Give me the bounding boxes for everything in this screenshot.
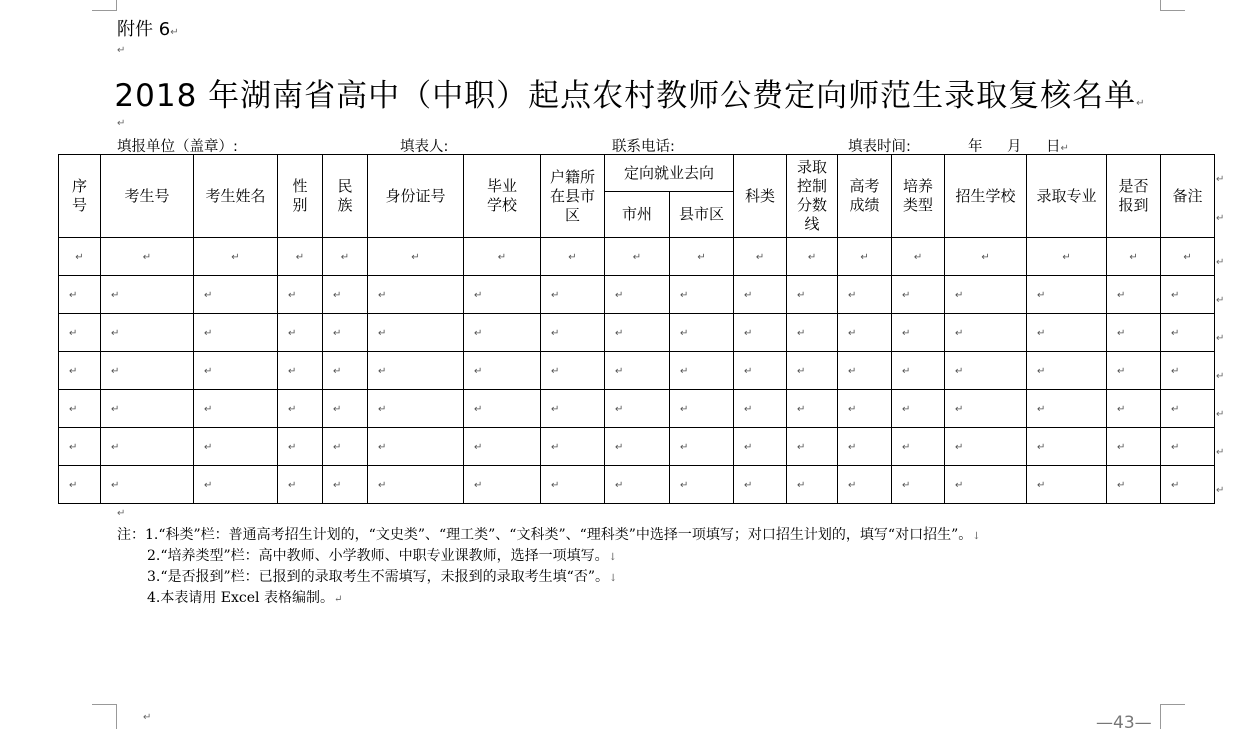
table-cell[interactable]: ↵ — [541, 276, 605, 314]
table-cell[interactable]: ↵ — [787, 352, 838, 390]
table-cell[interactable]: ↵ — [892, 390, 945, 428]
header-day: 日↵ — [1046, 139, 1069, 155]
col-header-emp-county: 县市区 — [670, 192, 734, 238]
table-cell[interactable]: ↵ — [1107, 276, 1161, 314]
table-cell[interactable]: ↵ — [1027, 352, 1107, 390]
table-cell[interactable]: ↵ — [464, 276, 541, 314]
table-cell[interactable]: ↵ — [945, 314, 1027, 352]
row-end-mark: ↵ — [1216, 333, 1225, 344]
table-cell[interactable]: ↵ — [541, 390, 605, 428]
table-cell[interactable]: ↵ — [194, 390, 278, 428]
table-cell[interactable]: ↵ — [194, 314, 278, 352]
table-cell[interactable]: ↵ — [278, 276, 323, 314]
table-cell[interactable]: ↵ — [323, 276, 368, 314]
table-cell[interactable]: ↵ — [101, 466, 194, 504]
table-cell[interactable]: ↵ — [838, 314, 892, 352]
table-cell[interactable]: ↵ — [59, 390, 101, 428]
table-cell[interactable]: ↵ — [464, 390, 541, 428]
table-cell[interactable]: ↵ — [59, 238, 101, 276]
table-cell[interactable]: ↵ — [1027, 428, 1107, 466]
table-cell[interactable]: ↵ — [194, 428, 278, 466]
col-header-emp-city: 市州 — [605, 192, 670, 238]
table-cell[interactable]: ↵ — [194, 352, 278, 390]
table-cell[interactable]: ↵ — [59, 314, 101, 352]
table-cell[interactable]: ↵ — [945, 428, 1027, 466]
note-1: 注：1.“科类”栏：普通高考招生计划的，“文史类”、“理工类”、“文科类”、“理科类”中选择一项填写；对口招生计划的，填写“对口招生”。↓ — [117, 527, 981, 543]
table-cell[interactable]: ↵ — [368, 238, 464, 276]
table-cell[interactable]: ↵ — [605, 428, 670, 466]
col-header-exam-no: 考生号 — [101, 155, 194, 238]
col-header-training: 培养类型 — [892, 155, 945, 238]
table-cell[interactable]: ↵ — [1161, 352, 1215, 390]
table-cell[interactable]: ↵ — [59, 352, 101, 390]
roster-table — [58, 154, 1215, 504]
table-cell[interactable]: ↵ — [892, 276, 945, 314]
attachment-label: 附件 6↵ — [117, 19, 179, 40]
table-cell[interactable]: ↵ — [945, 390, 1027, 428]
table-cell[interactable]: ↵ — [464, 466, 541, 504]
table-cell[interactable]: ↵ — [945, 238, 1027, 276]
table-cell[interactable]: ↵ — [892, 466, 945, 504]
paragraph-mark: ↵ — [117, 45, 126, 56]
table-cell[interactable]: ↵ — [368, 352, 464, 390]
crop-mark-top-left — [92, 0, 117, 11]
table-header-row — [59, 155, 1215, 192]
table-cell[interactable]: ↵ — [278, 352, 323, 390]
table-cell[interactable]: ↵ — [278, 314, 323, 352]
row-end-mark: ↵ — [1216, 371, 1225, 382]
col-header-ethnicity: 民族 — [323, 155, 368, 238]
row-end-mark: ↵ — [1216, 257, 1225, 268]
table-cell[interactable]: ↵ — [1161, 390, 1215, 428]
row-end-mark: ↵ — [1216, 174, 1225, 185]
table-cell[interactable]: ↵ — [787, 314, 838, 352]
header-year: 年 — [968, 139, 983, 155]
table-cell[interactable]: ↵ — [59, 466, 101, 504]
table-cell[interactable]: ↵ — [892, 428, 945, 466]
row-end-mark: ↵ — [1216, 485, 1225, 496]
table-cell[interactable]: ↵ — [734, 352, 787, 390]
table-cell[interactable]: ↵ — [605, 466, 670, 504]
table-cell[interactable]: ↵ — [1161, 276, 1215, 314]
table-cell[interactable]: ↵ — [605, 390, 670, 428]
table-cell[interactable]: ↵ — [787, 428, 838, 466]
col-header-major: 录取专业 — [1027, 155, 1107, 238]
table-cell[interactable]: ↵ — [892, 314, 945, 352]
table-cell[interactable]: ↵ — [605, 276, 670, 314]
header-month: 月 — [1007, 139, 1022, 155]
col-header-school: 招生学校 — [945, 155, 1027, 238]
col-header-hukou: 户籍所在县市区 — [541, 155, 605, 238]
table-cell[interactable]: ↵ — [194, 238, 278, 276]
table-row — [59, 428, 1215, 466]
table-cell[interactable]: ↵ — [323, 238, 368, 276]
table-cell[interactable]: ↵ — [101, 276, 194, 314]
table-cell[interactable]: ↵ — [892, 238, 945, 276]
table-cell[interactable]: ↵ — [278, 428, 323, 466]
table-cell[interactable]: ↵ — [1107, 238, 1161, 276]
table-cell[interactable]: ↵ — [838, 238, 892, 276]
paragraph-mark: ↵ — [117, 508, 126, 519]
col-header-name: 考生姓名 — [194, 155, 278, 238]
table-cell[interactable]: ↵ — [787, 276, 838, 314]
table-cell[interactable]: ↵ — [734, 390, 787, 428]
table-cell[interactable]: ↵ — [464, 428, 541, 466]
table-cell[interactable]: ↵ — [1107, 352, 1161, 390]
table-row — [59, 276, 1215, 314]
table-cell[interactable]: ↵ — [605, 314, 670, 352]
table-cell[interactable]: ↵ — [1161, 238, 1215, 276]
table-cell[interactable]: ↵ — [1161, 466, 1215, 504]
document-title: 2018 年湖南省高中（中职）起点农村教师公费定向师范生录取复核名单↵ — [114, 78, 1146, 114]
table-cell[interactable]: ↵ — [323, 390, 368, 428]
table-cell[interactable]: ↵ — [605, 238, 670, 276]
table-cell[interactable]: ↵ — [464, 352, 541, 390]
header-filler: 填表人: — [400, 139, 449, 155]
table-cell[interactable]: ↵ — [734, 428, 787, 466]
table-cell[interactable]: ↵ — [101, 390, 194, 428]
table-cell[interactable]: ↵ — [278, 390, 323, 428]
col-header-seq: 序号 — [59, 155, 101, 238]
table-cell[interactable]: ↵ — [368, 390, 464, 428]
table-cell[interactable]: ↵ — [670, 428, 734, 466]
table-cell[interactable]: ↵ — [945, 276, 1027, 314]
table-cell[interactable]: ↵ — [541, 314, 605, 352]
table-cell[interactable]: ↵ — [838, 390, 892, 428]
table-cell[interactable]: ↵ — [278, 238, 323, 276]
table-cell[interactable]: ↵ — [101, 238, 194, 276]
paragraph-mark: ↵ — [117, 118, 126, 129]
col-header-subject: 科类 — [734, 155, 787, 238]
col-header-grad-school: 毕业学校 — [464, 155, 541, 238]
table-cell[interactable]: ↵ — [101, 314, 194, 352]
note-2: 2.“培养类型”栏：高中教师、小学教师、中职专业课教师，选择一项填写。↓ — [147, 548, 618, 564]
table-row — [59, 352, 1215, 390]
table-cell[interactable]: ↵ — [670, 238, 734, 276]
table-row — [59, 314, 1215, 352]
table-cell[interactable]: ↵ — [1107, 428, 1161, 466]
table-cell[interactable]: ↵ — [278, 466, 323, 504]
table-cell[interactable]: ↵ — [787, 466, 838, 504]
table-cell[interactable]: ↵ — [101, 352, 194, 390]
table-cell[interactable]: ↵ — [1107, 390, 1161, 428]
table-cell[interactable]: ↵ — [945, 352, 1027, 390]
table-cell[interactable]: ↵ — [734, 466, 787, 504]
crop-mark-bottom-right — [1160, 704, 1185, 729]
table-cell[interactable]: ↵ — [1027, 314, 1107, 352]
table-cell[interactable]: ↵ — [464, 238, 541, 276]
table-cell[interactable]: ↵ — [59, 428, 101, 466]
table-cell[interactable]: ↵ — [323, 352, 368, 390]
col-header-remarks: 备注 — [1161, 155, 1215, 238]
table-row — [59, 466, 1215, 504]
table-cell[interactable]: ↵ — [838, 276, 892, 314]
col-header-employment: 定向就业去向 — [605, 155, 734, 192]
table-cell[interactable]: ↵ — [101, 428, 194, 466]
header-date: 填表时间: — [848, 139, 911, 155]
crop-mark-top-right — [1160, 0, 1185, 11]
table-cell[interactable]: ↵ — [323, 466, 368, 504]
table-cell[interactable]: ↵ — [670, 314, 734, 352]
table-cell[interactable]: ↵ — [1027, 390, 1107, 428]
table-cell[interactable]: ↵ — [541, 238, 605, 276]
row-end-mark: ↵ — [1216, 447, 1225, 458]
paragraph-mark: ↵ — [143, 712, 152, 723]
table-cell[interactable]: ↵ — [838, 466, 892, 504]
table-cell[interactable]: ↵ — [323, 428, 368, 466]
table-cell[interactable]: ↵ — [194, 466, 278, 504]
table-cell[interactable]: ↵ — [838, 352, 892, 390]
table-cell[interactable]: ↵ — [368, 276, 464, 314]
table-cell[interactable]: ↵ — [1027, 276, 1107, 314]
col-header-gender: 性别 — [278, 155, 323, 238]
table-cell[interactable]: ↵ — [787, 238, 838, 276]
table-cell[interactable]: ↵ — [323, 314, 368, 352]
table-cell[interactable]: ↵ — [1027, 238, 1107, 276]
table-cell[interactable]: ↵ — [734, 314, 787, 352]
table-cell[interactable]: ↵ — [1161, 314, 1215, 352]
table-cell[interactable]: ↵ — [670, 466, 734, 504]
table-cell[interactable]: ↵ — [945, 466, 1027, 504]
table-cell[interactable]: ↵ — [734, 276, 787, 314]
note-4: 4.本表请用 Excel 表格编制。↵ — [147, 590, 343, 606]
table-cell[interactable]: ↵ — [368, 428, 464, 466]
table-cell[interactable]: ↵ — [368, 466, 464, 504]
crop-mark-bottom-left — [92, 704, 117, 729]
table-cell[interactable]: ↵ — [1027, 466, 1107, 504]
note-3: 3.“是否报到”栏：已报到的录取考生不需填写，未报到的录取考生填“否”。↓ — [147, 569, 618, 585]
table-cell[interactable]: ↵ — [787, 390, 838, 428]
page-number: —43— — [1096, 713, 1152, 733]
table-cell[interactable]: ↵ — [1107, 314, 1161, 352]
table-cell[interactable]: ↵ — [541, 428, 605, 466]
table-cell[interactable]: ↵ — [670, 276, 734, 314]
table-body — [59, 238, 1215, 504]
col-header-reported: 是否报到 — [1107, 155, 1161, 238]
table-cell[interactable]: ↵ — [541, 352, 605, 390]
col-header-cutoff: 录取控制分数线 — [787, 155, 838, 238]
table-cell[interactable]: ↵ — [838, 428, 892, 466]
table-cell[interactable]: ↵ — [670, 352, 734, 390]
table-cell[interactable]: ↵ — [892, 352, 945, 390]
table-cell[interactable]: ↵ — [1161, 428, 1215, 466]
table-cell[interactable]: ↵ — [194, 276, 278, 314]
table-cell[interactable]: ↵ — [541, 466, 605, 504]
table-cell[interactable]: ↵ — [605, 352, 670, 390]
table-cell[interactable]: ↵ — [59, 276, 101, 314]
row-end-mark: ↵ — [1216, 213, 1225, 224]
table-row — [59, 238, 1215, 276]
table-cell[interactable]: ↵ — [368, 314, 464, 352]
table-row — [59, 390, 1215, 428]
row-end-mark: ↵ — [1216, 295, 1225, 306]
col-header-gaokao: 高考成绩 — [838, 155, 892, 238]
col-header-id-no: 身份证号 — [368, 155, 464, 238]
header-unit: 填报单位（盖章）: — [117, 139, 238, 155]
table-cell[interactable]: ↵ — [464, 314, 541, 352]
header-phone: 联系电话: — [612, 139, 675, 155]
table-cell[interactable]: ↵ — [670, 390, 734, 428]
table-cell[interactable]: ↵ — [1107, 466, 1161, 504]
row-end-mark: ↵ — [1216, 409, 1225, 420]
table-cell[interactable]: ↵ — [734, 238, 787, 276]
